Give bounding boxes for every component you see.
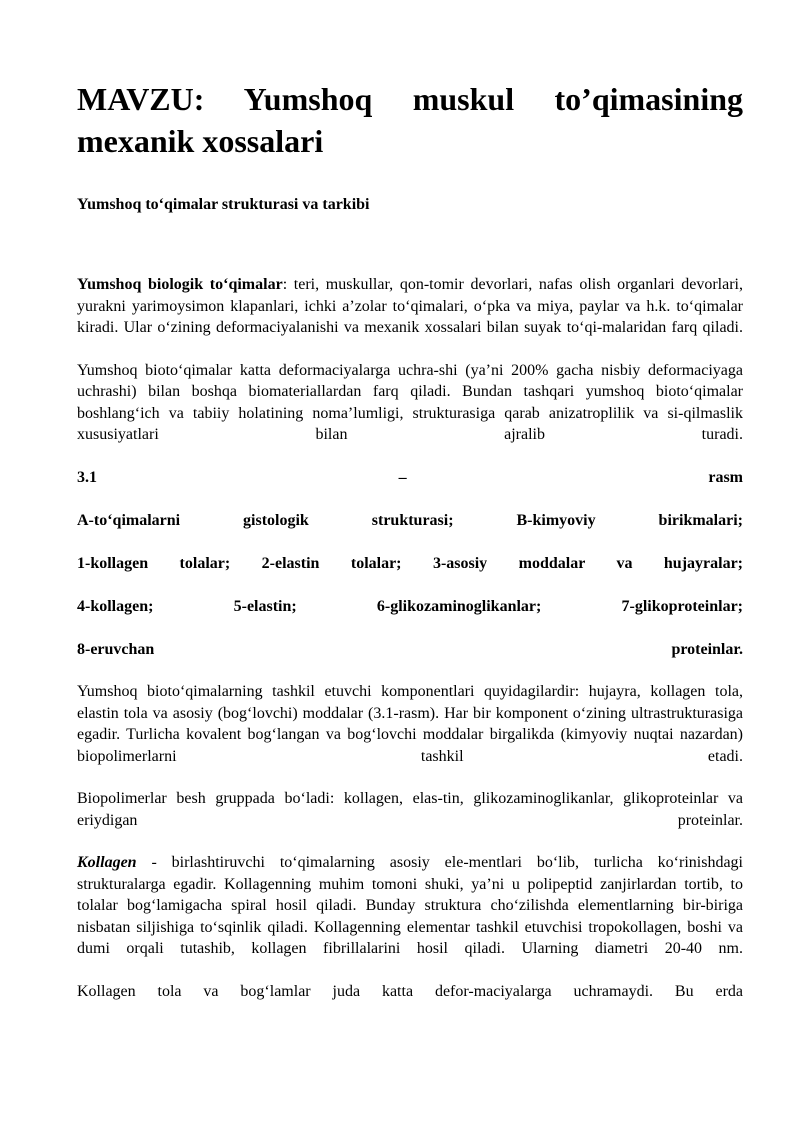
figure-caption-line-5: 8-eruvchan proteinlar. — [77, 640, 743, 658]
title-line-2: mexanik xossalari — [77, 123, 324, 159]
paragraph-6: Kollagen tola va bog‘lamlar juda katta defor-maciyalarga uchramaydi. Bu erda — [77, 982, 743, 1000]
paragraph-3: Yumshoq bioto‘qimalarning tashkil etuvchi komponentlari quyidagilardir: hujayra, kollagen tola, elastin tola va asosiy (bog‘lovchi) moddalar (3.1-rasm). Har bir komponent o‘zining ultrastrukturasiga egadir. Turlicha kovalent bog‘langan va bog‘lovchi moddalar birgalikda (kimyoviy nuqtai nazardan) biopolimerlarni tashkil etadi. — [77, 683, 743, 765]
document-page — [77, 78, 743, 1002]
figure-caption-line-2: A-to‘qimalarni gistologik strukturasi; B-kimyoviy birikmalari; — [77, 511, 743, 529]
page-title — [77, 78, 743, 162]
paragraph-5 — [77, 852, 743, 960]
paragraph-1-body: : teri, muskullar, qon-tomir devorlari, nafas olish organlari devorlari, yurakni yarimoysimon klapanlari, ichki a’zolar to‘qimalari, o‘pka va miya, paylar va h.k. to‘qimalar kiradi. Ular o‘zining deformaciyalanishi va mexanik xossalari bilan suyak to‘qi-malaridan farq qiladi. — [77, 276, 743, 336]
paragraph-5-lead: Kollagen — [77, 854, 137, 871]
section-subtitle: Yumshoq to‘qimalar strukturasi va tarkibi — [77, 196, 370, 213]
figure-caption-line-4: 4-kollagen; 5-elastin; 6-glikozaminoglikanlar; 7-glikoproteinlar; — [77, 597, 743, 615]
paragraph-4: Biopolimerlar besh gruppada bo‘ladi: kollagen, elas-tin, glikozaminoglikanlar, glikoproteinlar va eriydigan proteinlar. — [77, 790, 743, 829]
figure-caption-line-3: 1-kollagen tolalar; 2-elastin tolalar; 3-asosiy moddalar va hujayralar; — [77, 554, 743, 572]
paragraph-2: Yumshoq bioto‘qimalar katta deformaciyalarga uchra-shi (ya’ni 200% gacha nisbiy deformaciyaga uchrashi) bilan boshqa biomateriallardan farq qiladi. Bundan tashqari yumshoq bioto‘qimalar boshlang‘ich va tabiiy holatining noma’lumligi, strukturasiga qarab anizatroplilik va si-qilmaslik xususiyatlari bilan ajralib turadi. — [77, 361, 743, 443]
paragraph-5-body: - birlashtiruvchi to‘qimalarning asosiy ele-mentlari bo‘lib, turlicha ko‘rinishdagi strukturalarga egadir. Kollagenning muhim tomoni shuki, ya’ni u polipeptid zanjirlardan tortib, to tolalar bog‘lamigacha spiral hosil qiladi. Bunday struktura cho‘zilishda elementlarning bir-biriga nisbatan siljishiga to‘sqinlik qiladi. Kollagenning elementar tashkil etuvchisi tropokollagen, boshi va dumi orqali tutashib, kollagen fibrillalarini hosil qiladi. Ularning diametri 20-40 nm. — [77, 854, 743, 957]
paragraph-1-lead: Yumshoq biologik to‘qimalar — [77, 276, 283, 293]
paragraph-1 — [77, 274, 743, 339]
title-line-1: MAVZU: Yumshoq muskul to’qimasining — [77, 81, 743, 117]
figure-caption-number: 3.1 – rasm — [77, 468, 743, 486]
